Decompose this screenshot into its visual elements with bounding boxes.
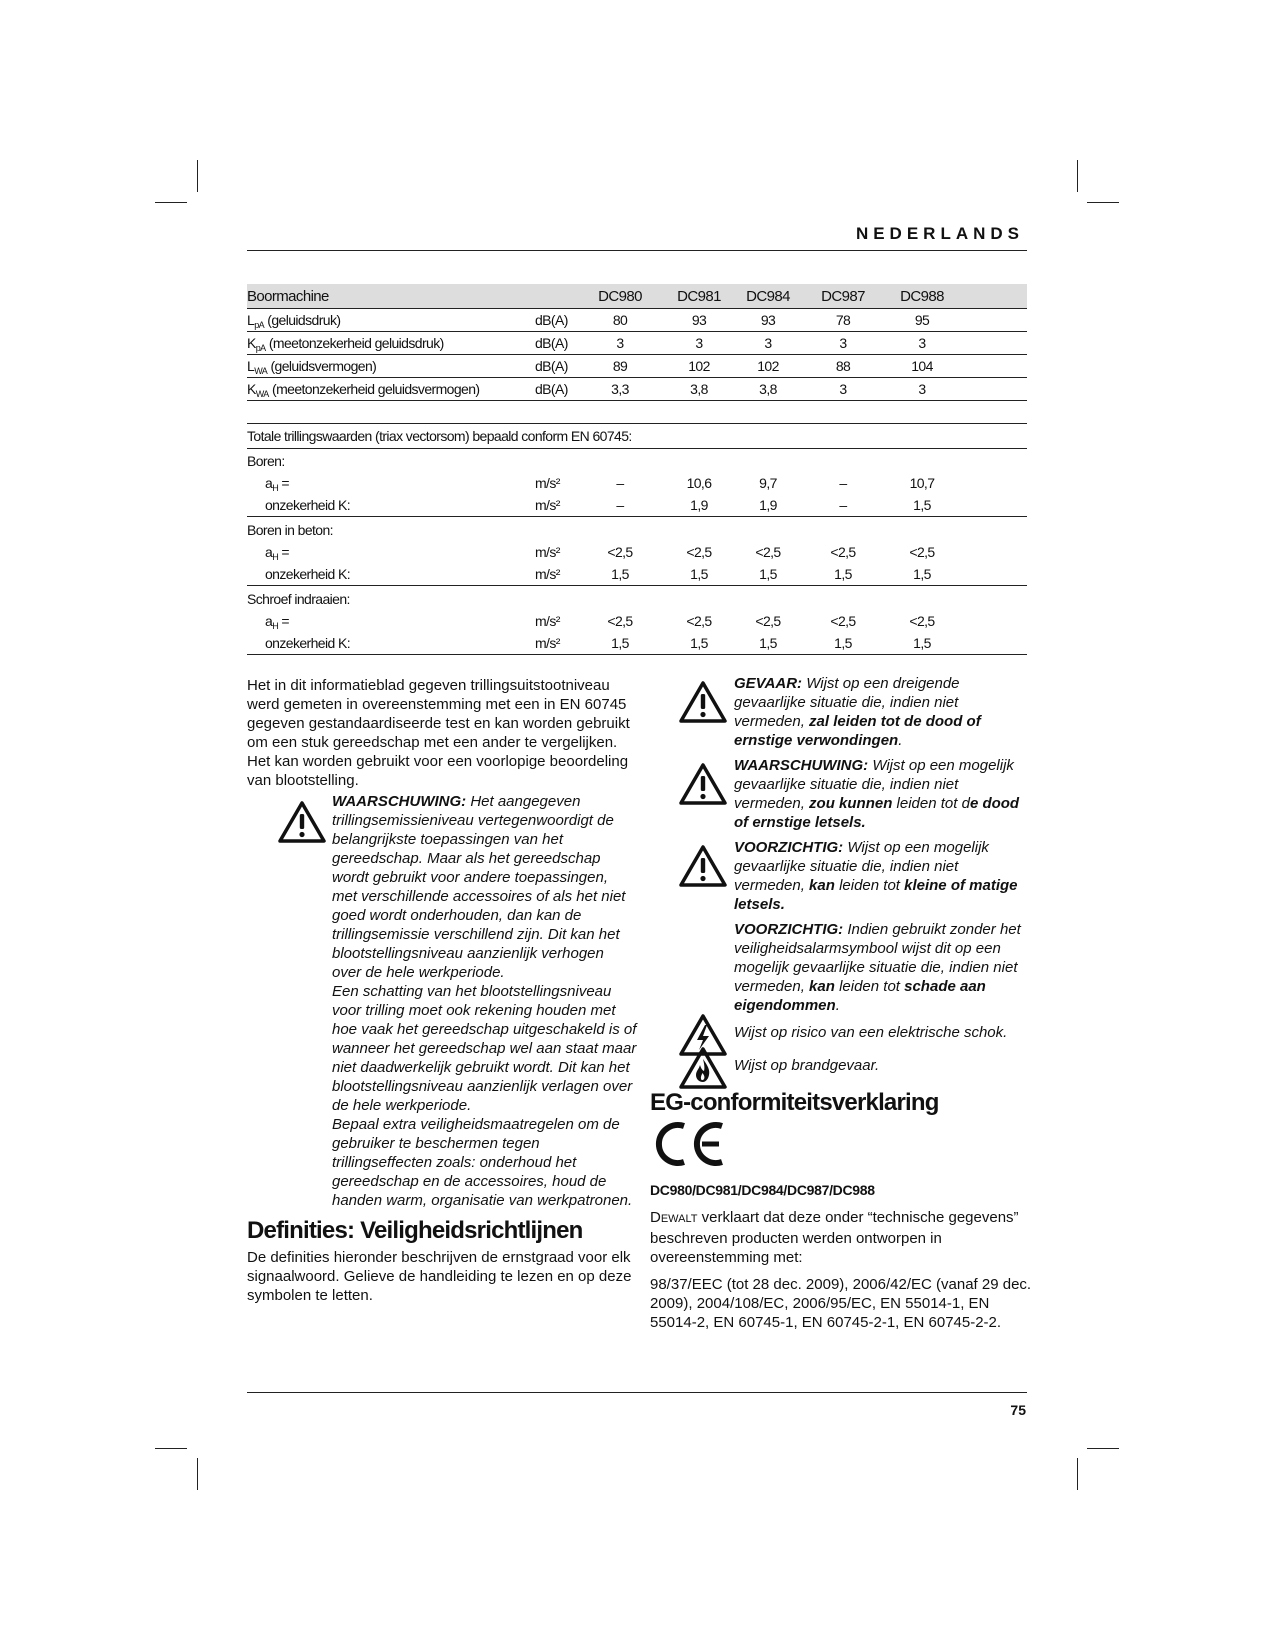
table-cell: <2,5 (607, 613, 633, 629)
table-cell: <2,5 (686, 613, 712, 629)
table-cell: 1,5 (834, 566, 852, 582)
model-header: DC988 (900, 288, 944, 305)
table-cell: 10,7 (909, 475, 935, 491)
model-header: DC987 (821, 288, 865, 305)
table-row (247, 472, 1027, 494)
table-cell: 93 (760, 312, 776, 328)
row-label: $L_{pA}$ (geluidsdruk) (247, 312, 341, 330)
table-cell: <2,5 (607, 544, 633, 560)
language-header: NEDERLANDS (855, 224, 1024, 243)
table-row (247, 632, 1027, 655)
table-cell: 3,8 (690, 381, 708, 397)
row-unit: dB(A) (535, 358, 568, 374)
sound-table (247, 284, 1027, 401)
table-row (247, 610, 1027, 632)
table-cell: 1,5 (834, 635, 852, 651)
footer-rule (247, 1392, 1027, 1393)
row-unit: dB(A) (535, 381, 568, 397)
model-header: DC980 (598, 288, 642, 305)
ah-label: $a_H$ = (265, 544, 289, 562)
table-cell: <2,5 (755, 544, 781, 560)
row-unit: dB(A) (535, 312, 568, 328)
k-label: onzekerheid K: (265, 497, 350, 513)
table-cell: 1,5 (690, 635, 708, 651)
k-label: onzekerheid K: (265, 635, 350, 651)
right-column (650, 674, 1032, 1332)
table-cell: 1,5 (913, 635, 931, 651)
row-unit: dB(A) (535, 335, 568, 351)
table-cell: 93 (691, 312, 707, 328)
crop-mark (197, 160, 198, 192)
table-cell: 102 (757, 358, 779, 374)
declaration-paragraph: DEWALT verklaart dat deze onder “technische gegevens” beschreven producten werden ontworpen in overeenstemming met: (650, 1209, 1019, 1266)
ah-label: $a_H$ = (265, 613, 289, 631)
crop-mark (155, 1448, 187, 1449)
table-cell: 80 (612, 312, 628, 328)
warning-triangle-icon (277, 800, 327, 849)
table-cell: 3 (695, 335, 703, 351)
table-row (247, 355, 1027, 378)
table-cell: 1,5 (913, 497, 931, 513)
intro-paragraph: Het in dit informatieblad gegeven trillingsuitstootniveau werd gemeten in overeenstemming met een in EN 60745 gegeven gestandaardiseerde test en kan worden gebruikt om een stuk gereedschap met een ander te vergelijken. Het kan worden gebruikt voor een voorlopige beoordeling van blootstelling. (247, 677, 630, 789)
warning-paragraph: WAARSCHUWING: Het aangegeven trillingsemissieniveau vertegenwoordigt de belangrijkste toepassingen van het gereedschap. Maar als het gereedschap wordt gebruikt voor andere toepassingen, met verschillende accessoires of als het niet goed wordt onderhouden, dan kan de trillingsemissie verschillend zijn. Dit kan het blootstellingsniveau aanzienlijk verhogen over de hele werkperiode. (332, 793, 626, 981)
table-cell: <2,5 (830, 544, 856, 560)
model-list: DC980/DC981/DC984/DC987/DC988 (650, 1182, 875, 1198)
table-cell: 1,5 (913, 566, 931, 582)
table-cell: 1,5 (759, 566, 777, 582)
danger-definition: GEVAAR: Wijst op een dreigende gevaarlijke situatie die, indien niet vermeden, zal leiden tot de dood of ernstige verwondingen. (650, 674, 1032, 750)
table-cell: – (616, 497, 624, 513)
table-cell: 1,5 (690, 566, 708, 582)
row-unit: m/s² (535, 497, 560, 513)
fire-definition: Wijst op brandgevaar. (650, 1056, 1032, 1075)
standards-paragraph: 98/37/EEC (tot 28 dec. 2009), 2006/42/EC (vanaf 29 dec. 2009), 2004/108/EC, 2006/95/EC, EN 55014-1, EN 55014-2, EN 60745-1, EN 60745-2-1, EN 60745-2-2. (650, 1276, 1032, 1331)
crop-mark (155, 202, 187, 203)
table-row (247, 541, 1027, 563)
vibration-table (247, 423, 1027, 655)
fire-hazard-icon (678, 1046, 728, 1095)
crop-mark (197, 1458, 198, 1490)
table-cell: 104 (911, 358, 933, 374)
table-cell: <2,5 (909, 544, 935, 560)
table-header-row (247, 284, 1027, 309)
table-cell: <2,5 (830, 613, 856, 629)
caution-definition: VOORZICHTIG: Wijst op een mogelijk gevaarlijke situatie die, indien niet vermeden, kan leiden tot kleine of matige letsels. (650, 838, 1032, 914)
vibration-warning (247, 792, 637, 1210)
k-label: onzekerheid K: (265, 566, 350, 582)
crop-mark (1077, 1458, 1078, 1490)
table-cell: <2,5 (686, 544, 712, 560)
row-unit: m/s² (535, 544, 560, 560)
table-cell: 3 (764, 335, 772, 351)
table-row (247, 494, 1027, 517)
crop-mark (1087, 1448, 1119, 1449)
table-header-label: Boormachine (247, 288, 329, 305)
row-label: $K_{pA}$ (meetonzekerheid geluidsdruk) (247, 335, 444, 353)
table-cell: 9,7 (759, 475, 777, 491)
table-cell: 3,3 (611, 381, 629, 397)
left-column (247, 676, 637, 1305)
table-row (247, 378, 1027, 401)
row-label: $L_{WA}$ (geluidsvermogen) (247, 358, 377, 376)
table-row (247, 332, 1027, 355)
conformity-heading: EG-conformiteitsverklaring (650, 1089, 939, 1116)
measures-paragraph: Bepaal extra veiligheidsmaatregelen om de gebruiker te beschermen tegen trillingseffecten zoals: onderhoud het gereedschap en de accessoires, houd de handen warm, organisatie van werkpatronen. (332, 1116, 633, 1209)
table-cell: 1,5 (759, 635, 777, 651)
table-cell: 1,5 (611, 566, 629, 582)
table-cell: 102 (688, 358, 710, 374)
table-cell: 89 (612, 358, 628, 374)
table-cell: <2,5 (909, 613, 935, 629)
table-row (247, 309, 1027, 332)
row-unit: m/s² (535, 475, 560, 491)
shock-definition: Wijst op risico van een elektrische schok. (650, 1023, 1032, 1042)
header-rule (247, 250, 1027, 251)
table-cell: 1,5 (611, 635, 629, 651)
property-caution-definition: VOORZICHTIG: Indien gebruikt zonder het veiligheidsalarmsymbool wijst dit op een mogelijk gevaarlijke situatie die, indien niet vermeden, kan leiden tot schade aan eigendommen. (734, 921, 1021, 1014)
vibration-title: Totale trillingswaarden (triax vectorsom) bepaald conform EN 60745: (247, 423, 1027, 449)
ce-mark-icon (652, 1120, 1032, 1173)
page-number: 75 (1010, 1402, 1026, 1418)
table-cell: – (616, 475, 624, 491)
crop-mark (1077, 160, 1078, 192)
table-cell: 3 (918, 381, 926, 397)
row-unit: m/s² (535, 613, 560, 629)
table-row (247, 563, 1027, 586)
table-cell: 88 (835, 358, 851, 374)
group-label: Schroef indraaien: (247, 591, 350, 607)
warning-triangle-icon (678, 762, 728, 811)
table-cell: 3 (839, 381, 847, 397)
ah-label: $a_H$ = (265, 475, 289, 493)
table-cell: 3 (839, 335, 847, 351)
table-cell: 95 (914, 312, 930, 328)
group-label: Boren in beton: (247, 522, 333, 538)
row-label: $K_{WA}$ (meetonzekerheid geluidsvermogen) (247, 381, 480, 399)
exposure-paragraph: Een schatting van het blootstellingsniveau voor trilling moet ook rekening houden met hoe vaak het gereedschap uitgeschakeld is of wanneer het gereedschap wel aan staat maar niet daadwerkelijk gebruikt wordt. Dit kan het blootstellingsniveau aanzienlijk verlagen over de hele werkperiode. (332, 983, 637, 1114)
model-header: DC981 (677, 288, 721, 305)
warning-triangle-icon (678, 680, 728, 729)
model-header: DC984 (746, 288, 790, 305)
table-cell: <2,5 (755, 613, 781, 629)
row-unit: m/s² (535, 635, 560, 651)
table-cell: 1,9 (759, 497, 777, 513)
definitions-paragraph: De definities hieronder beschrijven de ernstgraad voor elk signaalwoord. Gelieve de handleiding te lezen en op deze symbolen te letten. (247, 1249, 632, 1304)
table-cell: 78 (835, 312, 851, 328)
table-cell: 10,6 (686, 475, 712, 491)
table-cell: 3,8 (759, 381, 777, 397)
table-cell: 1,9 (690, 497, 708, 513)
table-cell: – (839, 497, 847, 513)
table-cell: 3 (616, 335, 624, 351)
crop-mark (1087, 202, 1119, 203)
definitions-heading: Definities: Veiligheidsrichtlijnen (247, 1217, 583, 1244)
table-cell: 3 (918, 335, 926, 351)
warning-definition: WAARSCHUWING: Wijst op een mogelijk gevaarlijke situatie die, indien niet vermeden, zou kunnen leiden tot de dood of ernstige letsels. (650, 756, 1032, 832)
group-label: Boren: (247, 453, 285, 469)
warning-triangle-icon (678, 844, 728, 893)
row-unit: m/s² (535, 566, 560, 582)
table-cell: – (839, 475, 847, 491)
